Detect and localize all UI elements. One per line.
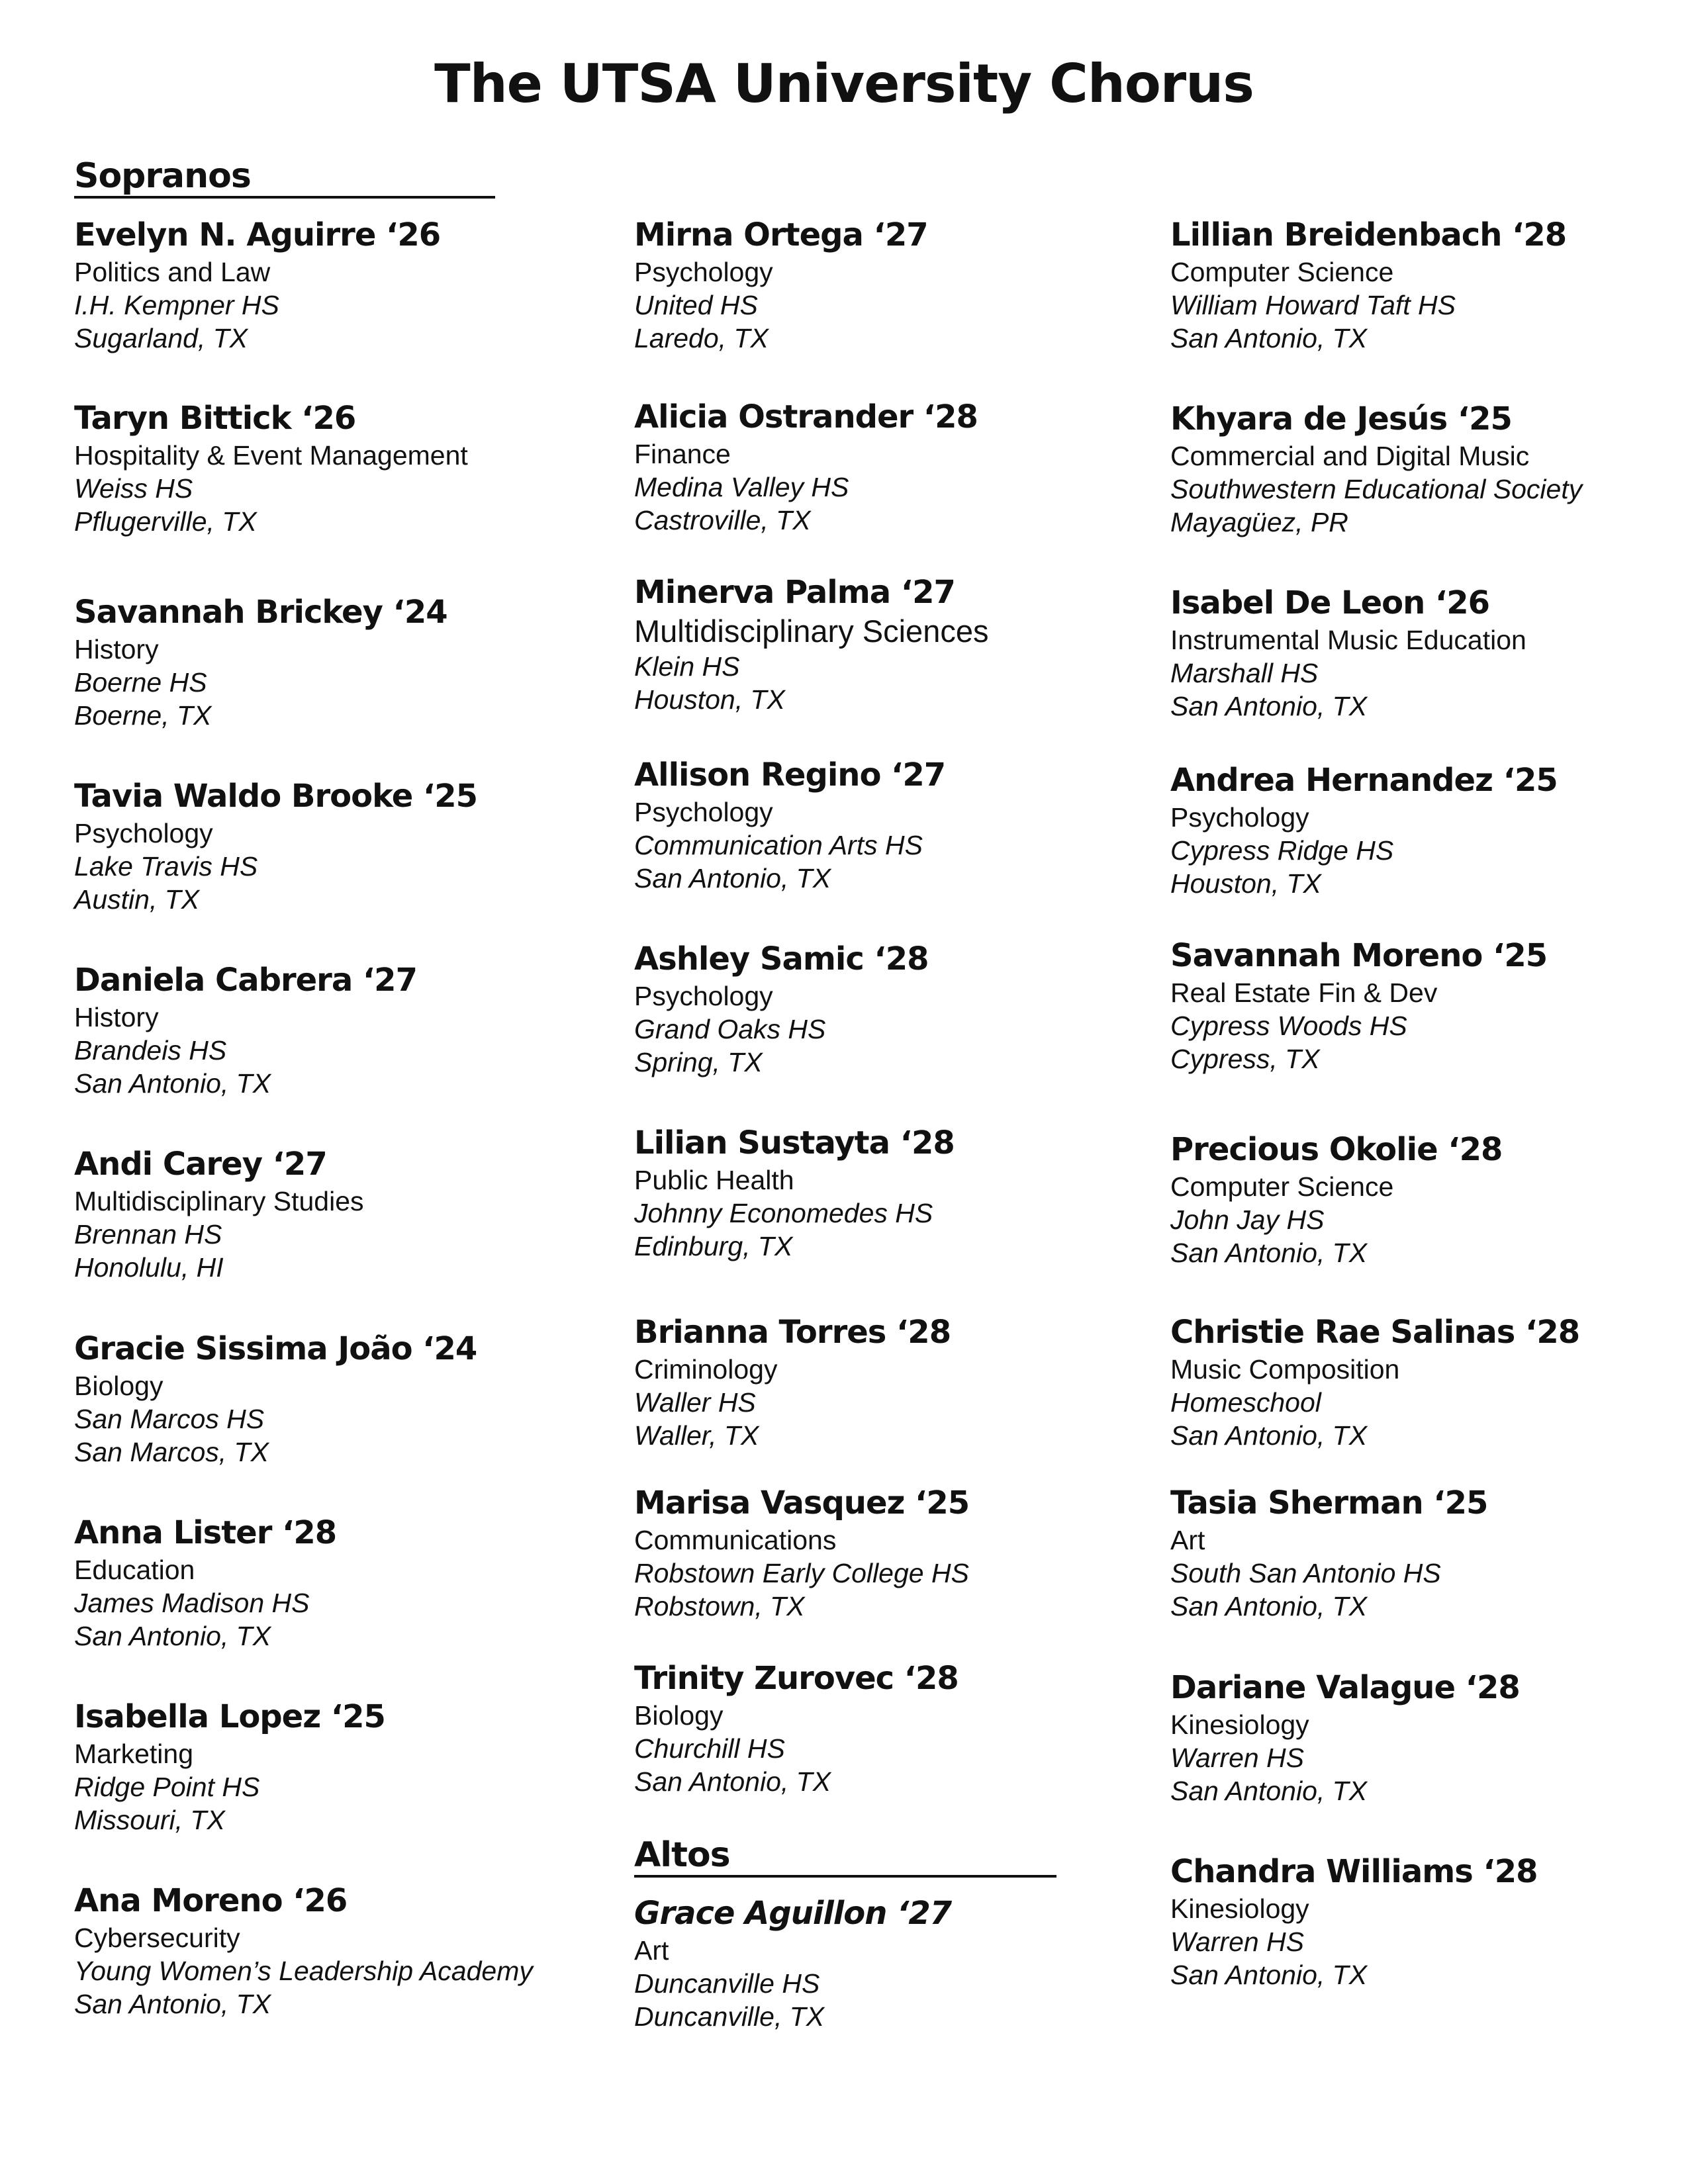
- member-entry: [1170, 398, 1582, 539]
- member-name: Chandra Williams ‘28: [1170, 1853, 1538, 1890]
- member-entry: [634, 1312, 951, 1452]
- member-entry: [74, 776, 477, 916]
- member-major: Real Estate Fin & Dev: [1170, 978, 1438, 1008]
- member-high-school: John Jay HS: [1170, 1205, 1325, 1235]
- member-hometown: San Antonio, TX: [634, 863, 831, 893]
- member-high-school: Waller HS: [634, 1387, 756, 1418]
- member-hometown: Laredo, TX: [634, 323, 769, 353]
- member-major: Psychology: [634, 981, 773, 1011]
- member-hometown: Cypress, TX: [1170, 1044, 1320, 1074]
- member-major: Politics and Law: [74, 257, 271, 287]
- member-hometown: San Antonio, TX: [1170, 323, 1368, 353]
- member-hometown: Mayagüez, PR: [1170, 507, 1348, 537]
- member-high-school: Brandeis HS: [74, 1035, 227, 1066]
- member-hometown: San Marcos, TX: [74, 1437, 269, 1467]
- member-high-school: Medina Valley HS: [634, 472, 849, 502]
- member-name: Savannah Brickey ‘24: [74, 594, 447, 631]
- member-entry: [74, 592, 447, 732]
- member-entry: [74, 960, 417, 1100]
- member-hometown: San Antonio, TX: [634, 1766, 831, 1797]
- member-major: Computer Science: [1170, 257, 1394, 287]
- member-name: Christie Rae Salinas ‘28: [1170, 1314, 1580, 1351]
- member-major: Psychology: [634, 797, 773, 827]
- member-high-school: Lake Travis HS: [74, 851, 258, 882]
- member-entry: [1170, 935, 1547, 1075]
- member-high-school: United HS: [634, 290, 758, 320]
- member-high-school: Warren HS: [1170, 1743, 1305, 1773]
- member-hometown: Boerne, TX: [74, 700, 212, 731]
- member-high-school: Robstown Early College HS: [634, 1558, 969, 1588]
- member-entry: [634, 938, 929, 1079]
- member-name: Brianna Torres ‘28: [634, 1314, 951, 1351]
- member-major: Computer Science: [1170, 1171, 1394, 1202]
- member-entry: [634, 214, 928, 355]
- member-major: Psychology: [634, 257, 773, 287]
- member-hometown: Edinburg, TX: [634, 1231, 793, 1261]
- member-major: Psychology: [1170, 802, 1309, 833]
- member-major: Public Health: [634, 1165, 794, 1195]
- member-high-school: James Madison HS: [74, 1588, 310, 1618]
- member-entry: [1170, 1851, 1538, 1991]
- member-major: Marketing: [74, 1739, 194, 1769]
- section-heading-altos: Altos: [634, 1838, 1056, 1878]
- member-entry: [1170, 1482, 1487, 1623]
- member-high-school: William Howard Taft HS: [1170, 290, 1456, 320]
- member-major: Hospitality & Event Management: [74, 440, 468, 471]
- member-high-school: Klein HS: [634, 651, 740, 682]
- member-name: Precious Okolie ‘28: [1170, 1131, 1503, 1168]
- member-entry: [1170, 1129, 1502, 1269]
- member-high-school: Communication Arts HS: [634, 830, 923, 860]
- member-major: Education: [74, 1555, 195, 1585]
- member-name: Anna Lister ‘28: [74, 1514, 337, 1551]
- member-name: Marisa Vasquez ‘25: [634, 1484, 970, 1522]
- member-high-school: Young Women’s Leadership Academy: [74, 1956, 533, 1986]
- member-high-school: Ridge Point HS: [74, 1772, 260, 1802]
- member-high-school: Homeschool: [1170, 1387, 1321, 1418]
- member-name: Andi Carey ‘27: [74, 1146, 327, 1183]
- section-heading-sopranos: Sopranos: [74, 159, 495, 199]
- member-major: Finance: [634, 439, 731, 469]
- member-major: Kinesiology: [1170, 1893, 1309, 1924]
- member-entry: [74, 1144, 364, 1284]
- member-major: Art: [1170, 1525, 1205, 1555]
- member-major: Biology: [634, 1700, 724, 1731]
- member-name: Isabel De Leon ‘26: [1170, 584, 1490, 621]
- member-name: Allison Regino ‘27: [634, 756, 946, 794]
- member-major: Art: [634, 1935, 669, 1966]
- member-major: Multidisciplinary Studies: [74, 1186, 364, 1216]
- member-major: History: [74, 634, 159, 664]
- member-high-school: Weiss HS: [74, 473, 193, 504]
- member-hometown: Castroville, TX: [634, 505, 811, 535]
- member-major: Criminology: [634, 1354, 778, 1385]
- member-name: Taryn Bittick ‘26: [74, 400, 356, 437]
- member-name: Ashley Samic ‘28: [634, 940, 929, 978]
- member-hometown: Waller, TX: [634, 1420, 759, 1451]
- member-hometown: San Antonio, TX: [74, 1621, 271, 1651]
- member-hometown: Sugarland, TX: [74, 323, 248, 353]
- member-name: Evelyn N. Aguirre ‘26: [74, 216, 441, 253]
- member-entry: [74, 214, 440, 355]
- member-entry: [1170, 1667, 1520, 1807]
- member-major: Music Composition: [1170, 1354, 1400, 1385]
- member-hometown: San Antonio, TX: [1170, 1238, 1368, 1268]
- member-entry: [1170, 582, 1526, 723]
- member-entry: [1170, 214, 1566, 355]
- member-hometown: San Antonio, TX: [74, 1989, 271, 2019]
- member-hometown: Pflugerville, TX: [74, 506, 257, 537]
- member-name: Andrea Hernandez ‘25: [1170, 762, 1558, 799]
- member-hometown: Robstown, TX: [634, 1591, 805, 1621]
- member-hometown: San Antonio, TX: [1170, 1591, 1368, 1621]
- member-major: Cybersecurity: [74, 1923, 240, 1953]
- member-entry: [1170, 1312, 1579, 1452]
- member-hometown: Missouri, TX: [74, 1805, 225, 1835]
- member-high-school: Boerne HS: [74, 667, 207, 698]
- member-entry: [74, 398, 468, 538]
- member-high-school: Southwestern Educational Society: [1170, 474, 1583, 504]
- member-name: Gracie Sissima João ‘24: [74, 1330, 477, 1367]
- member-name: Lilian Sustayta ‘28: [634, 1124, 955, 1161]
- member-major: Instrumental Music Education: [1170, 625, 1526, 655]
- member-name: Alicia Ostrander ‘28: [634, 398, 978, 435]
- member-entry: [74, 1880, 533, 2021]
- member-high-school: Cypress Ridge HS: [1170, 835, 1394, 866]
- member-high-school: Grand Oaks HS: [634, 1014, 826, 1044]
- member-major: Communications: [634, 1525, 837, 1555]
- member-name: Mirna Ortega ‘27: [634, 216, 928, 253]
- member-hometown: San Antonio, TX: [1170, 1776, 1368, 1806]
- member-entry: [74, 1696, 385, 1837]
- member-high-school: San Marcos HS: [74, 1404, 265, 1434]
- member-entry: [634, 1658, 959, 1798]
- member-major: History: [74, 1002, 159, 1032]
- member-hometown: Austin, TX: [74, 884, 200, 915]
- member-high-school: Marshall HS: [1170, 658, 1319, 688]
- member-name: Trinity Zurovec ‘28: [634, 1660, 959, 1697]
- member-high-school: Warren HS: [1170, 1927, 1305, 1957]
- member-major: Kinesiology: [1170, 1709, 1309, 1740]
- member-hometown: Spring, TX: [634, 1047, 763, 1077]
- member-entry: [1170, 760, 1558, 900]
- member-entry: [74, 1512, 336, 1653]
- member-entry: [634, 572, 988, 716]
- member-high-school: Brennan HS: [74, 1219, 222, 1250]
- member-name: Isabella Lopez ‘25: [74, 1698, 385, 1735]
- member-major: Multidisciplinary Sciences: [634, 614, 989, 649]
- page-title: The UTSA University Chorus: [434, 53, 1254, 114]
- member-entry: [74, 1328, 477, 1469]
- member-hometown: San Antonio, TX: [1170, 1960, 1368, 1990]
- member-name: Tasia Sherman ‘25: [1170, 1484, 1488, 1522]
- member-entry: [634, 1122, 955, 1263]
- member-name: Tavia Waldo Brooke ‘25: [74, 778, 478, 815]
- member-major: Commercial and Digital Music: [1170, 441, 1530, 471]
- member-hometown: San Antonio, TX: [1170, 1420, 1368, 1451]
- member-high-school: Churchill HS: [634, 1733, 785, 1764]
- member-major: Psychology: [74, 818, 213, 848]
- member-name: Ana Moreno ‘26: [74, 1882, 348, 1919]
- member-name: Daniela Cabrera ‘27: [74, 962, 417, 999]
- member-high-school: Cypress Woods HS: [1170, 1011, 1407, 1041]
- member-hometown: San Antonio, TX: [74, 1068, 271, 1099]
- member-entry: [634, 396, 978, 537]
- member-entry: [634, 754, 945, 895]
- member-high-school: Duncanville HS: [634, 1968, 820, 1999]
- member-hometown: Houston, TX: [634, 684, 785, 715]
- member-high-school: South San Antonio HS: [1170, 1558, 1441, 1588]
- member-hometown: Honolulu, HI: [74, 1252, 224, 1283]
- member-high-school: Johnny Economedes HS: [634, 1198, 933, 1228]
- member-name: Savannah Moreno ‘25: [1170, 937, 1548, 974]
- member-name: Lillian Breidenbach ‘28: [1170, 216, 1567, 253]
- member-hometown: San Antonio, TX: [1170, 691, 1368, 721]
- member-name: Grace Aguillon ‘27: [634, 1895, 952, 1932]
- member-name: Dariane Valague ‘28: [1170, 1669, 1520, 1706]
- member-hometown: Duncanville, TX: [634, 2001, 825, 2032]
- member-hometown: Houston, TX: [1170, 868, 1321, 899]
- member-high-school: I.H. Kempner HS: [74, 290, 279, 320]
- member-name: Minerva Palma ‘27: [634, 574, 955, 611]
- member-major: Biology: [74, 1371, 164, 1401]
- member-entry: [634, 1893, 951, 2033]
- member-name: Khyara de Jesús ‘25: [1170, 400, 1512, 437]
- member-entry: [634, 1482, 969, 1623]
